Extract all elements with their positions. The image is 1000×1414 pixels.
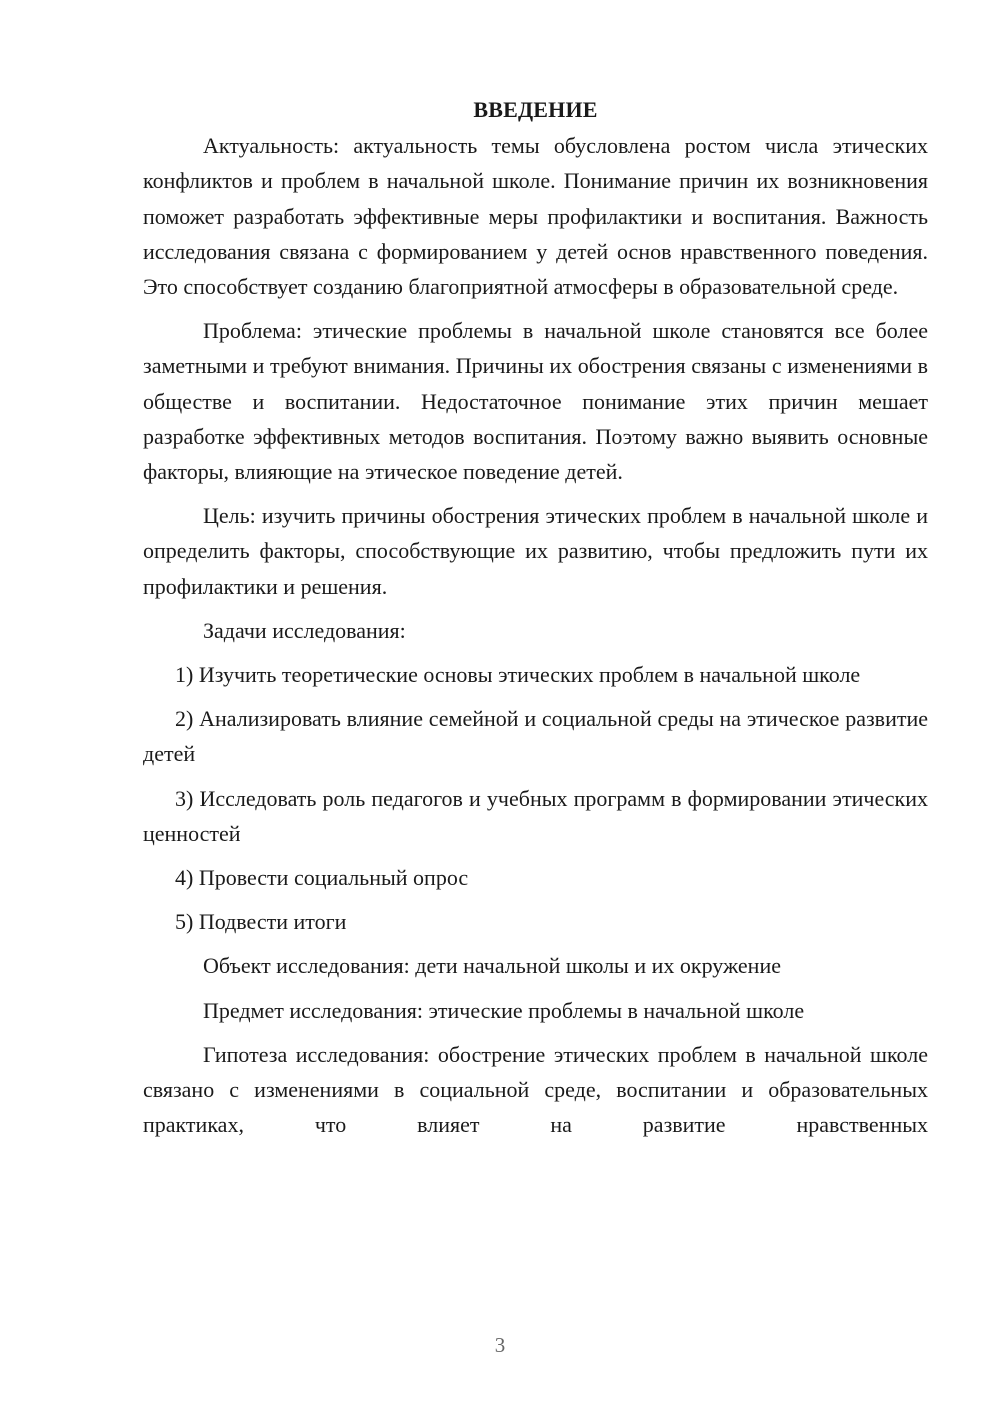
section-heading: ВВЕДЕНИЕ <box>473 97 598 122</box>
task-item-4: 4) Провести социальный опрос <box>175 865 469 891</box>
relevance-paragraph: Актуальность: актуальность темы обусловлена ростом числа этических конфликтов и проблем в начальной школе. Понимание причин их возникновения поможет разработать эффективные меры профилактики и воспитания. Важность исследования связана с формированием у детей основ нравственного поведения. Это способствует созданию благоприятной атмосферы в образовательной среде. <box>143 133 928 300</box>
task-item-3: 3) Исследовать роль педагогов и учебных программ в формировании этических ценностей <box>143 785 928 846</box>
page-number: 3 <box>494 1333 506 1357</box>
task-item-1: 1) Изучить теоретические основы этических проблем в начальной школе <box>175 662 861 688</box>
problem-paragraph: Проблема: этические проблемы в начальной школе становятся все более заметными и требуют внимания. Причины их обострения связаны с изменениями в обществе и воспитании. Недостаточное понимание этих причин мешает разработке эффективных методов воспитания. Поэтому важно выявить основные факторы, влияющие на этическое поведение детей. <box>143 318 928 485</box>
object-paragraph: Объект исследования: дети начальной школы и их окружение <box>203 953 781 979</box>
tasks-title: Задачи исследования: <box>203 617 406 643</box>
hypothesis-paragraph: Гипотеза исследования: обострение этических проблем в начальной школе связано с изменениями в социальной среде, воспитании и образовательных практиках, что влияет на развитие нравственных <box>143 1041 928 1138</box>
goal-paragraph: Цель: изучить причины обострения этических проблем в начальной школе и определить факторы, способствующие их развитию, чтобы предложить пути их профилактики и решения. <box>143 503 928 599</box>
page-content <box>143 92 928 1151</box>
subject-paragraph: Предмет исследования: этические проблемы в начальной школе <box>203 997 805 1023</box>
task-item-5: 5) Подвести итоги <box>175 909 347 935</box>
task-item-2: 2) Анализировать влияние семейной и социальной среды на этическое развитие детей <box>143 706 928 767</box>
